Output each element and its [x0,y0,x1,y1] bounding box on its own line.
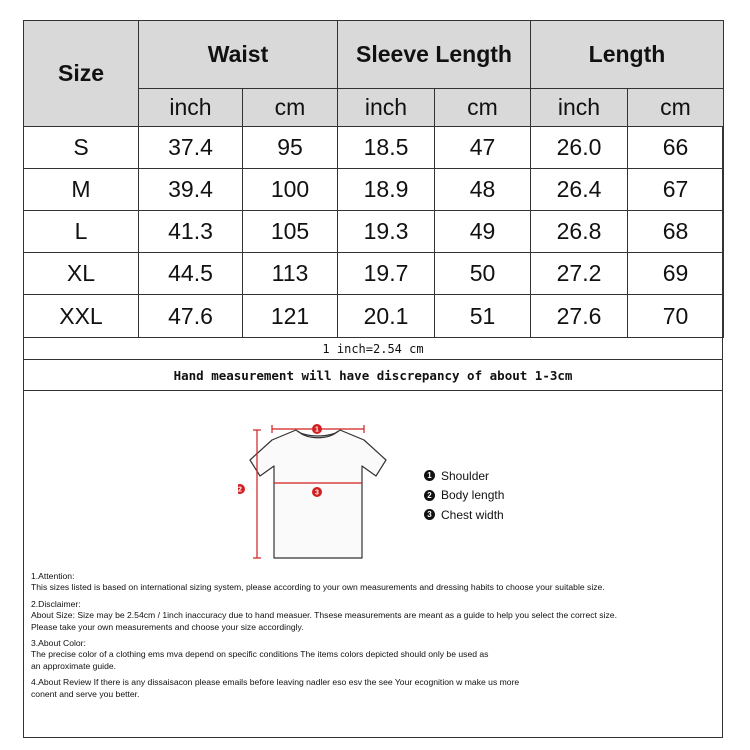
note-review [31,677,721,700]
value-cell: 18.9 [338,169,435,211]
unit-header: cm [628,89,724,127]
note-disclaimer [31,599,721,633]
body-length-measure-line [253,430,261,558]
marker-1 [312,424,322,434]
legend-item-chest-width [424,505,504,525]
table-row [24,169,724,211]
value-cell: 68 [628,211,724,253]
value-cell: 121 [243,295,338,338]
legend-number: 2 [424,490,435,501]
header-row-groups [24,21,724,89]
value-cell: 113 [243,253,338,295]
notes-section [31,571,721,705]
value-cell: 69 [628,253,724,295]
value-cell: 66 [628,127,724,169]
unit-header: cm [243,89,338,127]
legend-label: Shoulder [441,468,490,483]
tshirt-measurement-diagram [238,418,398,568]
value-cell: 26.8 [531,211,628,253]
legend-label: Body length [441,488,505,503]
size-chart-table [23,20,724,338]
svg-text:2: 2 [238,486,242,494]
value-cell: 100 [243,169,338,211]
value-cell: 47 [435,127,531,169]
diagram-legend [424,466,504,525]
value-cell: 27.6 [531,295,628,338]
size-cell: S [24,127,139,169]
value-cell: 19.3 [338,211,435,253]
value-cell: 39.4 [139,169,243,211]
note-text: The precise color of a clothing ems mva depend on specific conditions The items colors depicted should only be used as [31,649,489,660]
group-header-length: Length [531,21,724,89]
note-title: 4.About Review If there is any dissaisacon please emails before leaving nadler eso esv the see Your ecognition w make us more [31,677,520,688]
table-row [24,295,724,338]
unit-header: inch [139,89,243,127]
unit-header: cm [435,89,531,127]
note-title: 3.About Color: [31,638,86,649]
size-cell: XL [24,253,139,295]
value-cell: 47.6 [139,295,243,338]
marker-2 [238,484,245,494]
note-title: 1.Attention: [31,571,75,581]
legend-number: 1 [424,470,435,481]
table-row [24,127,724,169]
value-cell: 67 [628,169,724,211]
value-cell: 26.4 [531,169,628,211]
value-cell: 19.7 [338,253,435,295]
size-cell: XXL [24,295,139,338]
svg-text:3: 3 [315,489,319,497]
size-cell: L [24,211,139,253]
table-row [24,253,724,295]
note-title: 2.Disclaimer: [31,598,81,609]
size-header: Size [24,21,139,127]
size-cell: M [24,169,139,211]
value-cell: 37.4 [139,127,243,169]
conversion-note: 1 inch=2.54 cm [23,338,723,360]
unit-header: inch [531,89,628,127]
value-cell: 20.1 [338,295,435,338]
value-cell: 41.3 [139,211,243,253]
value-cell: 105 [243,211,338,253]
value-cell: 48 [435,169,531,211]
legend-number: 3 [424,509,435,520]
legend-item-body-length [424,486,504,506]
value-cell: 70 [628,295,724,338]
value-cell: 51 [435,295,531,338]
value-cell: 18.5 [338,127,435,169]
note-text: This sizes listed is based on international sizing system, please according to your own measurements and dressing habits to choose your suitable size. [31,582,605,593]
value-cell: 44.5 [139,253,243,295]
note-text: Please take your own measurements and choose your size accordingly. [31,621,304,632]
value-cell: 27.2 [531,253,628,295]
legend-label: Chest width [441,507,504,522]
group-header-waist: Waist [139,21,338,89]
group-header-sleeve-length: Sleeve Length [338,21,531,89]
note-text: About Size: Size may be 2.54cm / 1inch inaccuracy due to hand measuer. Thsese measurements are meant as a guide to help you select the correct size. [31,610,617,621]
value-cell: 95 [243,127,338,169]
note-text: conent and serve you better. [31,688,140,699]
unit-header: inch [338,89,435,127]
value-cell: 50 [435,253,531,295]
value-cell: 26.0 [531,127,628,169]
note-attention [31,571,721,594]
svg-text:1: 1 [315,426,319,434]
marker-3 [312,487,322,497]
table-row [24,211,724,253]
discrepancy-note: Hand measurement will have discrepancy of about 1-3cm [23,360,723,391]
value-cell: 49 [435,211,531,253]
legend-item-shoulder [424,466,504,486]
note-color [31,638,721,672]
note-text: an approximate guide. [31,660,117,671]
